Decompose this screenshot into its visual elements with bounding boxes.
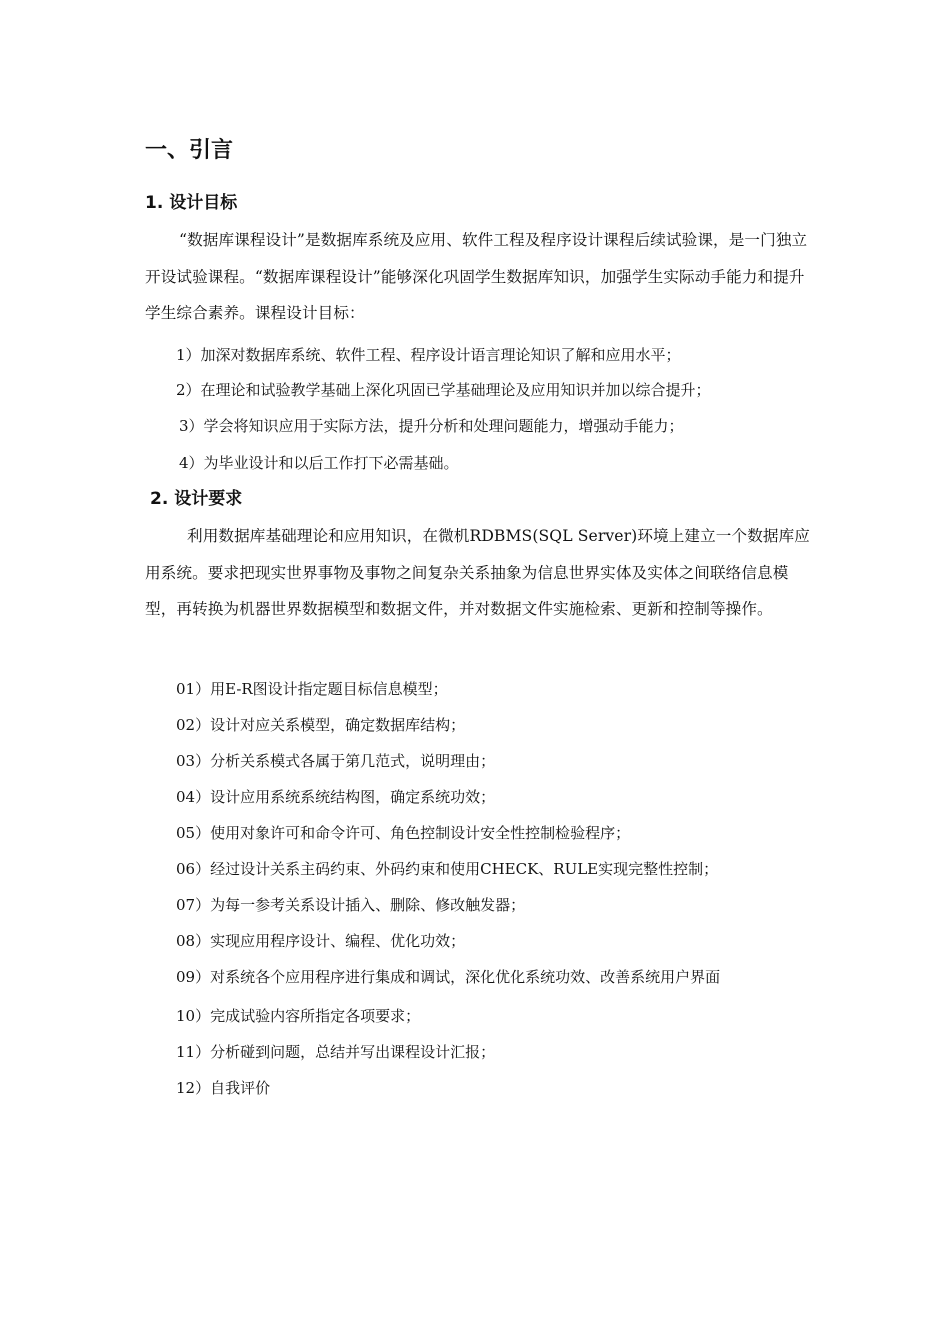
chapter-heading: 一、引言 <box>145 138 234 163</box>
requirement-item-11: 11）分析碰到问题，总结并写出课程设计汇报； <box>176 1043 496 1061</box>
design-requirements-paragraph <box>145 518 810 628</box>
goal-item-3: 3）学会将知识应用于实际方法，提升分析和处理问题能力，增强动手能力； <box>179 417 684 435</box>
section-title-design-goals: 1. 设计目标 <box>145 193 238 213</box>
requirement-item-01: 01）用E-R图设计指定题目标信息模型； <box>176 680 448 698</box>
goal-item-1: 1）加深对数据库系统、软件工程、程序设计语言理论知识了解和应用水平； <box>176 346 681 364</box>
requirement-item-06: 06）经过设计关系主码约束、外码约束和使用CHECK、RULE实现完整性控制； <box>176 860 719 878</box>
design-goals-paragraph-text: “数据库课程设计”是数据库系统及应用、软件工程及程序设计课程后续试验课，是一门独立开设试验课程。“数据库课程设计”能够深化巩固学生数据库知识，加强学生实际动手能力和提升学生综合素养。课程设计目标： <box>145 231 808 322</box>
design-goals-paragraph <box>145 222 810 332</box>
requirement-item-12: 12）自我评价 <box>176 1079 271 1097</box>
section-title-design-requirements: 2. 设计要求 <box>150 489 243 509</box>
requirement-item-02: 02）设计对应关系模型，确定数据库结构； <box>176 716 466 734</box>
requirement-item-03: 03）分析关系模式各属于第几范式，说明理由； <box>176 752 496 770</box>
requirement-item-08: 08）实现应用程序设计、编程、优化功效； <box>176 932 466 950</box>
requirement-item-04: 04）设计应用系统系统结构图，确定系统功效； <box>176 788 496 806</box>
requirement-item-10: 10）完成试验内容所指定各项要求； <box>176 1007 421 1025</box>
goal-item-4: 4）为毕业设计和以后工作打下必需基础。 <box>179 454 459 472</box>
goal-item-2: 2）在理论和试验教学基础上深化巩固已学基础理论及应用知识并加以综合提升； <box>176 381 711 399</box>
design-requirements-paragraph-text: 利用数据库基础理论和应用知识，在微机RDBMS(SQL Server)环境上建立一个数据库应用系统。要求把现实世界事物及事物之间复杂关系抽象为信息世界实体及实体之间联络信息模型，再转换为机器世界数据模型和数据文件，并对数据文件实施检索、更新和控制等操作。 <box>145 527 810 618</box>
requirement-item-07: 07）为每一参考关系设计插入、删除、修改触发器； <box>176 896 526 914</box>
requirement-item-05: 05）使用对象许可和命令许可、角色控制设计安全性控制检验程序； <box>176 824 631 842</box>
requirement-item-09: 09）对系统各个应用程序进行集成和调试，深化优化系统功效、改善系统用户界面 <box>176 968 721 986</box>
